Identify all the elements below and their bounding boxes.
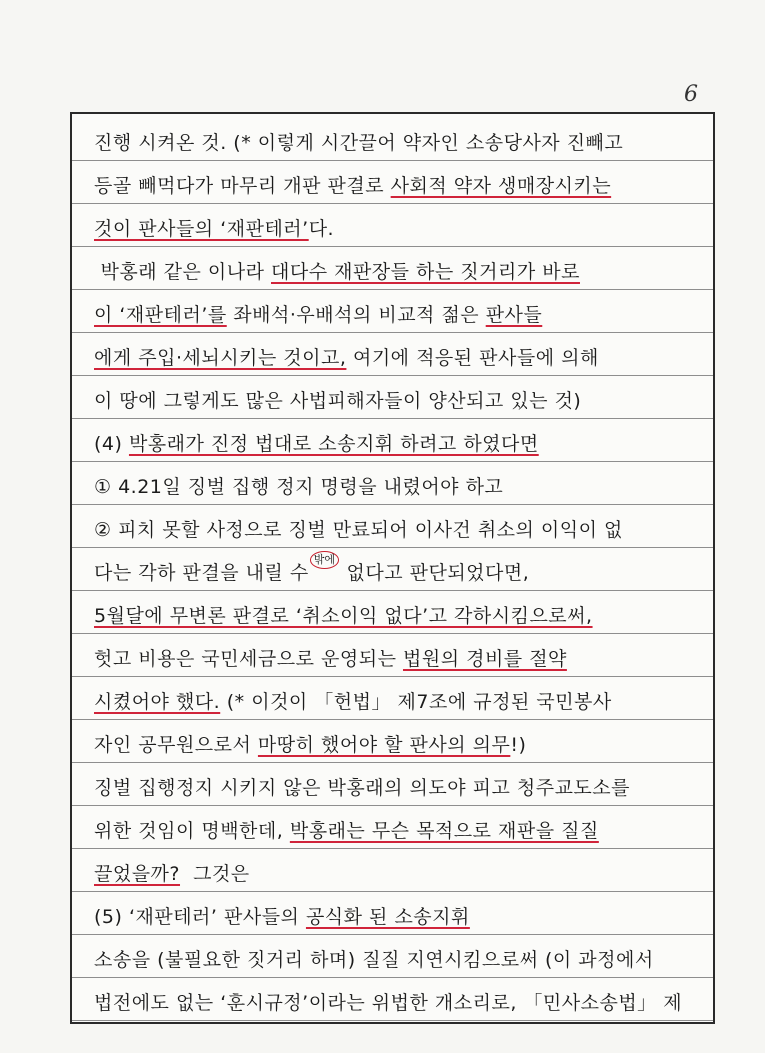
text-segment: ① 4.21일 징벌 집행 정지 명령을 내렸어야 하고 (94, 476, 504, 498)
text-line (72, 978, 713, 1021)
page-number: 6 (684, 82, 698, 107)
text-line (72, 247, 713, 290)
text-segment: 다. (308, 218, 335, 240)
text-segment: 헛고 비용은 국민세금으로 운영되는 (94, 648, 403, 670)
underlined-phrase: 사회적 약자 생매장시키는 (390, 175, 612, 197)
text-line (72, 118, 713, 161)
text-segment: 박홍래 같은 이나라 (94, 261, 271, 283)
underlined-phrase: 판사들 (485, 304, 543, 326)
circled-insertion: 밖에 (310, 551, 339, 569)
text-segment: 다는 각하 판결을 내릴 수 (94, 562, 309, 584)
text-segment: 법전에도 없는 ‘훈시규정’이라는 위법한 개소리로, 「민사소송법」 제 (94, 992, 683, 1014)
text-segment: 진행 시켜온 것. (* 이렇게 시간끌어 약자인 소송당사자 진빼고 (94, 132, 624, 154)
text-line (72, 892, 713, 935)
text-segment: 징벌 집행정지 시키지 않은 박홍래의 의도야 피고 청주교도소를 (94, 777, 630, 799)
text-segment: ② 피치 못할 사정으로 징벌 만료되어 이사건 취소의 이익이 없 (94, 519, 623, 541)
text-line (72, 376, 713, 419)
text-line (72, 935, 713, 978)
text-segment: 여기에 적응된 판사들에 의해 (346, 347, 599, 369)
text-segment: (5) ‘재판테러’ 판사들의 (94, 906, 306, 928)
text-segment: 없다고 판단되었다면, (339, 562, 530, 584)
underlined-phrase: 법원의 경비를 절약 (402, 648, 567, 670)
underlined-phrase: 이 ‘재판테러’를 (94, 304, 227, 326)
underlined-phrase: 에게 주입·세뇌시키는 것이고, (94, 347, 347, 369)
text-segment: !) (510, 734, 527, 756)
text-line (72, 720, 713, 763)
text-segment: 소송을 (불필요한 짓거리 하며) 질질 지연시킴으로써 (이 과정에서 (94, 949, 654, 971)
underlined-phrase: 것이 판사들의 ‘재판테러’ (94, 218, 309, 240)
text-segment: (* 이것이 「헌법」 제7조에 규정된 국민봉사 (220, 691, 612, 713)
text-line (72, 419, 713, 462)
text-segment: 자인 공무원으로서 (94, 734, 258, 756)
text-line (72, 806, 713, 849)
text-line (72, 505, 713, 548)
text-line (72, 548, 713, 591)
underlined-phrase: 마땅히 했어야 할 판사의 의무 (257, 734, 511, 756)
underlined-phrase: 공식화 된 소송지휘 (305, 906, 470, 928)
text-line (72, 161, 713, 204)
text-line (72, 763, 713, 806)
text-segment: 그것은 (180, 863, 250, 885)
underlined-phrase: 5월달에 무변론 판결로 ‘취소이익 없다’고 각하시킴으로써, (94, 605, 593, 627)
text-segment: 이 땅에 그렇게도 많은 사법피해자들이 양산되고 있는 것) (94, 390, 582, 412)
text-segment: (4) (94, 433, 129, 455)
underlined-phrase: 박홍래는 무슨 목적으로 재판을 질질 (289, 820, 599, 842)
text-line (72, 290, 713, 333)
underlined-phrase: 대다수 재판장들 하는 짓거리가 바로 (271, 261, 580, 283)
underlined-phrase: 박홍래가 진정 법대로 소송지휘 하려고 하였다면 (128, 433, 539, 455)
text-segment: 등골 빼먹다가 마무리 개판 판결로 (94, 175, 391, 197)
underlined-phrase: 시켰어야 했다. (94, 691, 221, 713)
text-line (72, 634, 713, 677)
text-line (72, 204, 713, 247)
text-line (72, 333, 713, 376)
lined-paper-frame (70, 112, 715, 1024)
text-line (72, 462, 713, 505)
text-segment: 좌배석·우배석의 비교적 젊은 (226, 304, 486, 326)
underlined-phrase: 끌었을까? (94, 863, 181, 885)
text-segment: 위한 것임이 명백한데, (94, 820, 290, 842)
text-line (72, 591, 713, 634)
text-line (72, 849, 713, 892)
text-line (72, 677, 713, 720)
text-body (72, 114, 713, 1021)
